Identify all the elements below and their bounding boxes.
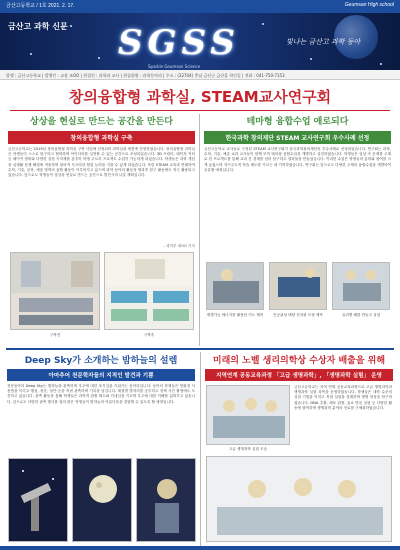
school-name: 금산고 과학 신문 xyxy=(8,22,68,31)
column-divider xyxy=(199,114,200,346)
deep-sky-head: Deep Sky가 소개하는 밤하늘의 설렘 xyxy=(24,356,178,366)
headline-rule xyxy=(10,110,390,111)
article-left xyxy=(8,114,195,249)
top-banner xyxy=(0,0,400,13)
article-left-credit: - 과학부 최OO 기자 xyxy=(163,244,195,248)
bioscience-body: 금산고등학교는 지역 연계 공동교육과정으로 고급 생명과학과 생명과학 실험 과목을 운영하였습니다. 학생들은 대학 수준의 실험 기법을 익히고 직접 실험을 설계하며 생명 현상을 탐구하였습니다. DNA 추출, 세포 관찰, 효소 반응 실험 등 다양한 활동에 참여하며 생명과학 분야의 진로를 구체화하였습니다. xyxy=(294,385,392,410)
footer-rule xyxy=(0,546,400,550)
photo-before xyxy=(10,252,100,330)
article-left-body: 금산고등학교는 2019년 창의융합형 과학실 구축 사업에 선정되어 과학실을 새롭게 단장하였습니다. 창의융합형 과학실은 학생들이 스스로 탐구하고 협력하며 아이디어를 실현할 수 있는 공간으로 조성되었습니다. 3D 프린터, 레이저 커터 등 메이커 장비와 다양한 실험 기자재를 갖추어 학생 주도의 프로젝트 수업이 가능하게 되었습니다. 학생들은 과학 개념을 실생활 문제 해결에 적용하며 창의적 사고력과 협업 능력을 기를 수 있게 되었습니다. 또한 STEAM 교육과 연계하여 수학, 기술, 공학, 예술 영역의 융합 활동이 이루어지고 있으며 과학 동아리 활동과 방과후 탐구 활동에도 적극 활용되고 있습니다. 앞으로도 학생들이 상상을 현실로 만드는 공간으로 발전시켜 나갈 계획입니다. xyxy=(8,147,195,178)
photo-lab-class xyxy=(206,385,290,445)
newspaper-logo: SGSS xyxy=(118,23,240,63)
bioscience-sub: 지역연계 공동교육과정 「고급 생명과학」, 「생명과학 실험」 운영 xyxy=(205,369,393,381)
photo-solar-panel xyxy=(269,262,327,310)
caption-solar-panel: 인공위성 태양 전지판 모형 제작 xyxy=(273,313,323,317)
photo-microscope xyxy=(206,456,392,542)
masthead xyxy=(0,13,400,70)
article-right-subhead: 테마형 융합수업 애로되다 xyxy=(246,117,349,127)
article-deep-sky xyxy=(7,353,195,452)
main-headline: 창의융합형 과학실, STEAM교사연구회 xyxy=(68,88,332,106)
section-divider xyxy=(6,348,394,350)
photo-telescope-3 xyxy=(136,458,196,542)
caption-bottle-boat: 유리병 배를 만들고 실험 xyxy=(341,313,381,317)
logo-subtitle: Sparkle Geumsan Science xyxy=(148,64,201,69)
caption-lab-class: 고급 생명과학 실험 모습 xyxy=(228,447,268,451)
caption-energy-kit: 재생가능 에너지를 활용한 키트 제작 xyxy=(206,313,264,317)
publisher-info: 발행 : 금산고등학교 | 발행인 : 교장 조OO | 편집인 : 과학과 교사 | 편집위원 : 과학동아리 | 주소 : (32704) 충남 금산군 금산읍 학인길 | 전화 : 041-750-7153 xyxy=(0,70,400,80)
caption-after: 구축후 xyxy=(143,333,155,337)
slogan: 빛나는 금산고 과학 동아 xyxy=(286,38,361,46)
article-bioscience xyxy=(205,353,393,384)
bioscience-head: 미래의 노벨 생리의학상 수상자 배출을 위해 xyxy=(212,356,386,366)
article-right-title: 한국과학 창의재단 STEAM 교사연구회 우수사례 선정 xyxy=(204,131,391,144)
brand-en: Geumsan High school xyxy=(344,2,394,8)
photo-bottle-boat xyxy=(332,262,390,310)
photo-after xyxy=(104,252,194,330)
photo-telescope-2 xyxy=(72,458,132,542)
issue-info: 금산고등학교 / 1호 2021. 2. 17. xyxy=(6,3,75,9)
deep-sky-sub: 아마추어 천문학자들의 지적인 발견과 기쁨 xyxy=(7,369,195,381)
caption-before: 구축전 xyxy=(49,333,61,337)
article-left-title: 창의융합형 과학실 구축 xyxy=(8,131,195,144)
article-right xyxy=(204,114,391,253)
bottom-column-divider xyxy=(200,352,201,546)
article-left-subhead: 상상을 현실로 만드는 공간을 만든다 xyxy=(30,117,173,127)
deep-sky-body: 천문동아리 Deep Sky는 밤하늘을 관측하며 우주에 대한 호기심을 키워가는 동아리입니다. 동아리 학생들은 망원경 사용법을 익히고 행성, 성운, 성단 등을 직접 관측하며 기록을 남깁니다. 계절별 별자리를 공부하고 천체 사진 촬영에도 도전하고 있습니다. 관측 활동을 통해 학생들은 과학적 관찰 태도와 인내심을 기르며 우주에 대한 이해를 넓혀가고 있습니다. 앞으로도 다양한 관측 행사를 열어 많은 학생들이 밤하늘의 아름다움을 경험할 수 있도록 할 예정입니다. xyxy=(7,384,195,404)
article-right-body: 금산고등학교 교사들로 구성된 STEAM 교사연구회가 한국과학창의재단의 우수사례로 선정되었습니다. 연구회는 과학, 수학, 기술, 예술 교과 교사들이 함께 모여 테마형 융합수업을 개발하고 실천하였습니다. 학생들은 일상 속 문제를 주제로 한 프로젝트를 통해 교과 간 경계를 넘어 탐구하고 결과물을 만들었습니다. 이러한 수업은 학생들의 흥미와 참여를 크게 높였으며 자기주도적 학습 태도를 기르는 데 기여하였습니다. 연구회는 앞으로도 다양한 주제의 융합수업을 개발하여 공유할 예정입니다. xyxy=(204,147,391,172)
photo-telescope-1 xyxy=(8,458,68,542)
photo-energy-kit xyxy=(206,262,264,310)
